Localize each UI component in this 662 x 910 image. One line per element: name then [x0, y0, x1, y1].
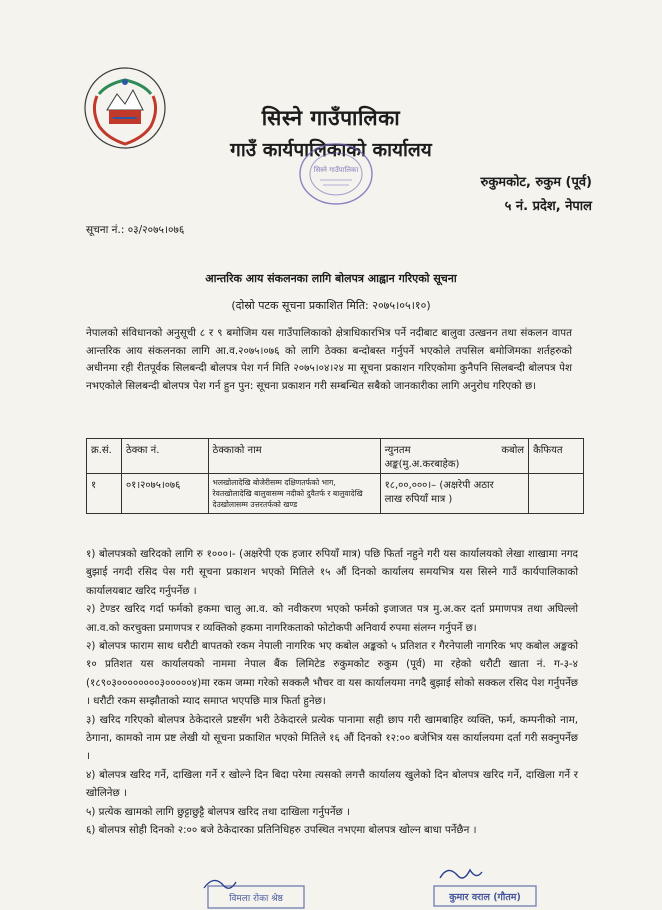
header-remarks: कैफियत	[529, 439, 584, 474]
office-stamp-icon	[296, 140, 376, 208]
row-amount	[380, 474, 529, 514]
signature-stamp-left-icon	[200, 870, 310, 910]
row-contract-no: ०१।२०७५।०७६	[121, 474, 208, 514]
signature-right-name: कुमार वराल (गौतम)	[449, 892, 521, 903]
row-amount-line1: १८,००,०००।– (अक्षरेपी अठार	[384, 480, 494, 491]
address-line-1: रुकुमकोट, रुकुम (पूर्व)	[480, 175, 592, 190]
term-item: २) बोलपत्र फाराम साथ धरौटी बापतको रकम नेपाली नागरिक भए कबोल अङ्कको ५ प्रतिशत र गैरनेपाली नागरिक भए कबोल अङ्कको १० प्रतिशत यस कार्यालयको नाममा नेपाल बैंक लिमिटेड रुकुमकोट रुकुम (पूर्व) मा रहेको धरौटी खाता नं. ग-३-४ (१८९०३००००००००३०००००४)मा रकम जम्मा गरेको सक्कलै भौचर वा यस कार्यालयमा नगदै बुझाई सोको सक्कल रसिद पेश गर्नुपर्नेछ । धरौटी रकम सम्झौताको म्याद समाप्त भएपछि मात्र फिर्ता हुनेछ।	[86, 640, 578, 708]
notice-subject: आन्तरिक आय संकलनका लागि बोलपत्र आह्वान गरिएको सूचना	[205, 272, 457, 285]
term-item: ५) प्रत्येक खामको लागि छुट्टाछुट्टै बोलपत्र खरिद तथा दाखिला गर्नुपर्नेछ ।	[86, 805, 350, 818]
header-min-bid-c: अङ्क(मु.अ.करबाहेक)	[384, 459, 460, 470]
term-item: २) टेण्डर खरिद गर्दा फर्मको हकमा चालु आ.व. को नवीकरण भएको फर्मको इजाजत पत्र मु.अ.कर दर्ता प्रमाणपत्र तथा अघिल्लो आ.व.को करचुक्ता प्रमाणपत्र र व्यक्तिको हकमा नागरिकताको फोटोकपी अनिवार्य रुपमा संलग्न गर्नुपर्ने छ।	[86, 603, 578, 634]
terms-list	[86, 545, 578, 840]
header-min-bid-b: कबोल	[501, 445, 525, 456]
row-amount-line2: लाख रुपियाँ मात्र )	[384, 494, 453, 505]
signature-stamp-right-icon	[430, 862, 540, 910]
org-name: सिस्ने गाउँपालिका	[261, 106, 401, 130]
term-item: १) बोलपत्रको खरिदको लागि रु १०००।- (अक्षरेपी एक हजार रुपियाँ मात्र) पछि फिर्ता नहुने गरी यस कार्यालयको लेखा शाखामा नगद बुझाई नगदी रसिद पेस गरी सूचना प्रकाशन भएको मितिले १५ औं दिनको कार्यालय समयभित्र यस सिस्ने गाउँ कार्यपालिकाको कार्यालयबाट खरिद गर्नुपर्नेछ ।	[86, 548, 578, 597]
table-row	[87, 474, 584, 514]
address-line-2: ५ नं. प्रदेश, नेपाल	[504, 199, 592, 214]
row-remarks	[529, 474, 584, 514]
notice-number: सूचना नं.: ०३/२०७५।०७६	[86, 224, 185, 236]
header-min-bid	[380, 439, 529, 474]
intro-paragraph: नेपालको संविधानको अनुसूची ८ र ९ बमोजिम यस गाउँपालिकाको क्षेत्राधिकारभित्र पर्ने नदीबाट बालुवा उत्खनन तथा संकलन वापत आन्तरिक आय संकलनका लागि आ.व.२०७५।०७६ को लागि ठेक्का बन्दोबस्त गर्नुपर्ने भएकोले तपसिल बमोजिमका शर्तहरुको अधीनमा रही रीतपूर्वक सिलबन्दी बोलपत्र पेश गर्न मिति २०७५।०४।२४ मा सूचना प्रकाशन गरिएकोमा कुनैपनि सिलबन्दी बोलपत्र पेश नभएकोले सिलबन्दी बोलपत्र पेश गर्न हुन पुन: सूचना प्रकाशन गरी सम्बन्धित सबैको जानकारीका लागि अनुरोध गरिएको छ।	[86, 327, 572, 392]
tender-table	[86, 438, 584, 514]
header-sn: क्र.सं.	[87, 439, 122, 474]
row-sn: १	[87, 474, 122, 514]
term-item: ३) खरिद गरिएको बोलपत्र ठेकेदारले प्रष्टसँग भरी ठेकेदारले प्रत्येक पानामा सही छाप गरी खामबाहिर व्यक्ति, फर्म, कम्पनीको नाम, ठेगाना, कामको नाम प्रष्ट लेखी यो सूचना प्रकाशित भएको मितिले १६ औं दिनको १२:०० बजेभित्र यस कार्यालयमा दर्ता गरी सक्नुपर्नेछ ।	[86, 713, 578, 763]
term-item: ४) बोलपत्र खरिद गर्ने, दाखिला गर्ने र खोल्ने दिन बिदा परेमा त्यसको लगत्तै कार्यालय खुलेको दिन बोलपत्र खरिद गर्ने, दाखिला गर्ने र खोलिनेछ ।	[86, 768, 578, 800]
table-header-row	[87, 439, 584, 474]
republish-date: (दोस्रो पटक सूचना प्रकाशित मिति: २०७५।०५।१०)	[231, 299, 431, 312]
header-contract-no: ठेक्का नं.	[121, 439, 208, 474]
header-min-bid-a: न्युनतम	[384, 445, 411, 456]
term-item: ६) बोलपत्र सोही दिनको २:०० बजे ठेकेदारका प्रतिनिधिहरु उपस्थित नभएमा बोलपत्र खोल्न बाधा पर्नेछैन ।	[86, 824, 477, 837]
row-contract-name: भलखोलादेखि बोजेरीसम्म दक्षिणतर्फको भाग, रेवतखोलादेखि बालुवासम्म नदीको दुवैतर्फ र बालुवादेखि देउखोलासम्म उत्तरतर्फको खण्ड	[208, 474, 380, 514]
stamp-text: सिस्ने गाउँपालिका	[313, 166, 359, 174]
signature-left-name: विमला रोका श्रेष्ठ	[229, 894, 283, 904]
header-contract-name: ठेक्काको नाम	[208, 439, 380, 474]
org-office: गाउँ कार्यपालिकाको कार्यालय	[230, 139, 432, 161]
